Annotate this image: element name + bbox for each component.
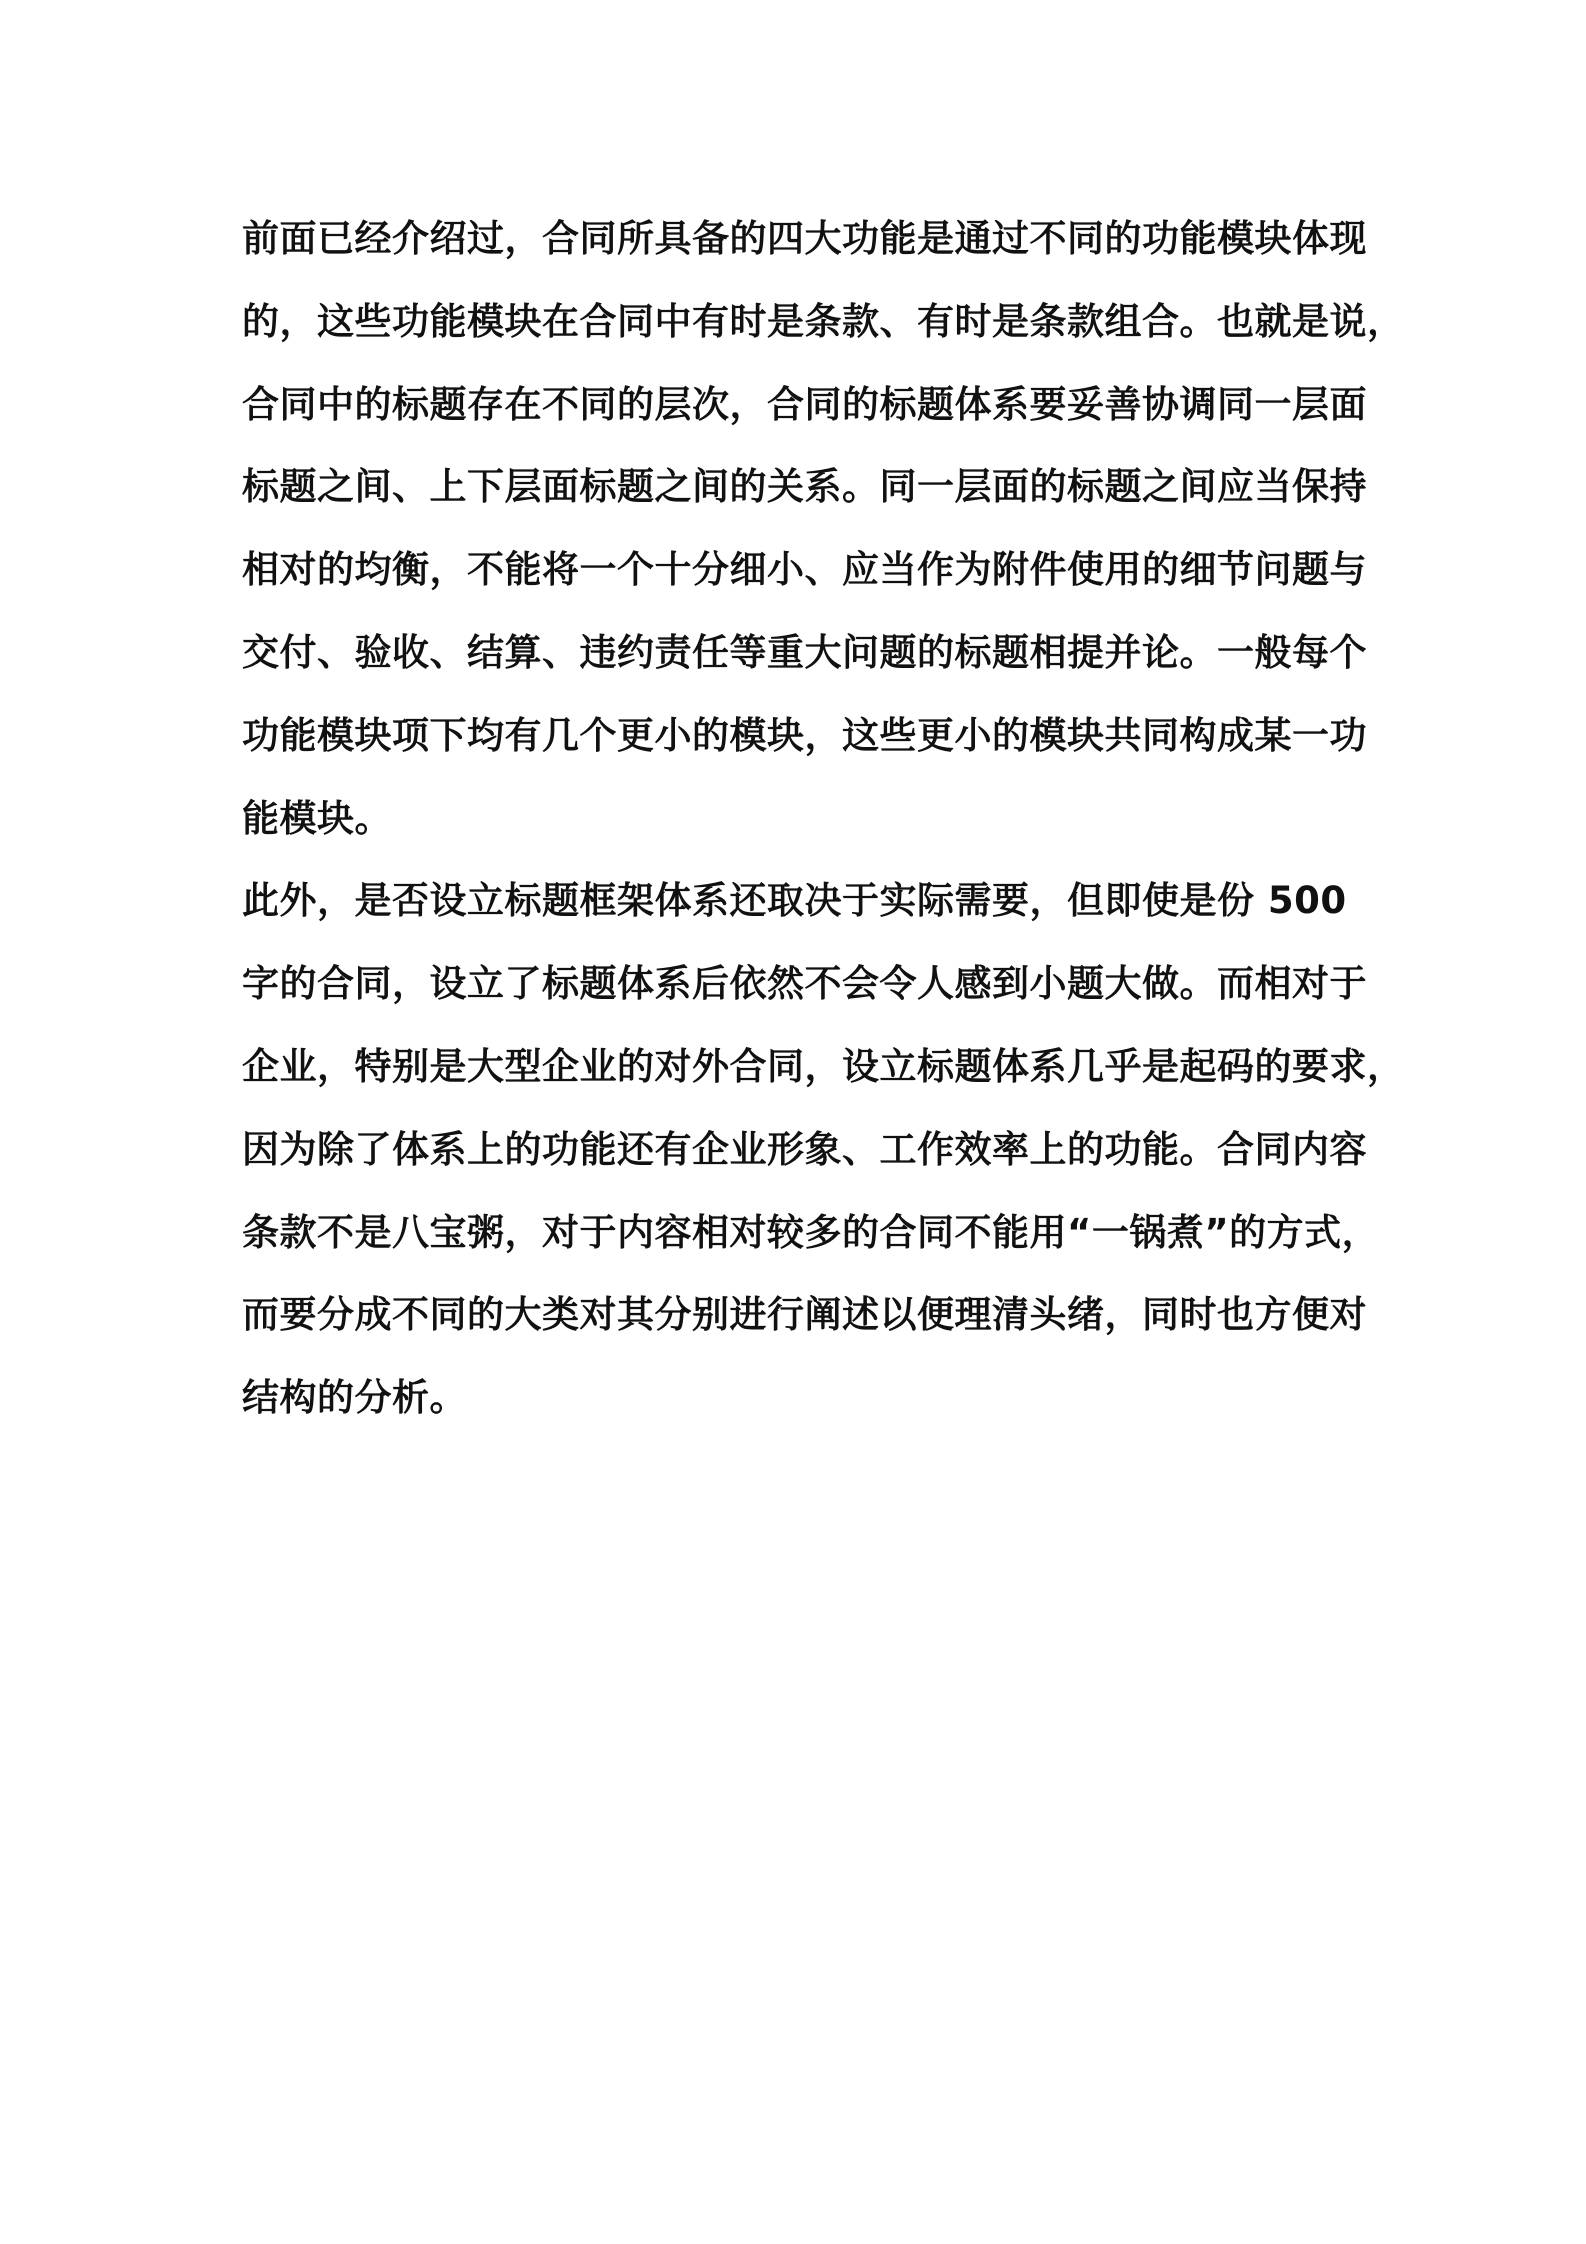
paragraph-1 <box>242 198 1405 860</box>
text-line: 的，这些功能模块在合同中有时是条款、有时是条款组合。也就是说， <box>242 299 1405 343</box>
text-line: 合同中的标题存在不同的层次，合同的标题体系要妥善协调同一层面 <box>242 382 1367 426</box>
text-line: 企业，特别是大型企业的对外合同，设立标题体系几乎是起码的要求， <box>242 1044 1405 1088</box>
text-line: 因为除了体系上的功能还有企业形象、工作效率上的功能。合同内容 <box>242 1127 1367 1171</box>
text-line: 字的合同，设立了标题体系后依然不会令人感到小题大做。而相对于 <box>242 962 1367 1006</box>
text-line: 交付、验收、结算、违约责任等重大问题的标题相提并论。一般每个 <box>242 630 1367 674</box>
paragraph-2 <box>242 860 1405 1440</box>
text-line: 能模块。 <box>242 796 392 840</box>
text-line: 条款不是八宝粥，对于内容相对较多的合同不能用“一锅煮”的方式， <box>242 1210 1380 1254</box>
text-line: 而要分成不同的大类对其分别进行阐述以便理清头绪，同时也方便对 <box>242 1293 1367 1337</box>
text-line: 标题之间、上下层面标题之间的关系。同一层面的标题之间应当保持 <box>242 465 1367 509</box>
text-line: 功能模块项下均有几个更小的模块，这些更小的模块共同构成某一功 <box>242 713 1367 757</box>
body-text <box>242 198 1405 1440</box>
text-line: 此外，是否设立标题框架体系还取决于实际需要，但即使是份 500 <box>242 879 1347 923</box>
text-line: 相对的均衡，不能将一个十分细小、应当作为附件使用的细节问题与 <box>242 548 1367 592</box>
text-line: 结构的分析。 <box>242 1376 467 1420</box>
text-line: 前面已经介绍过，合同所具备的四大功能是通过不同的功能模块体现 <box>242 217 1367 260</box>
